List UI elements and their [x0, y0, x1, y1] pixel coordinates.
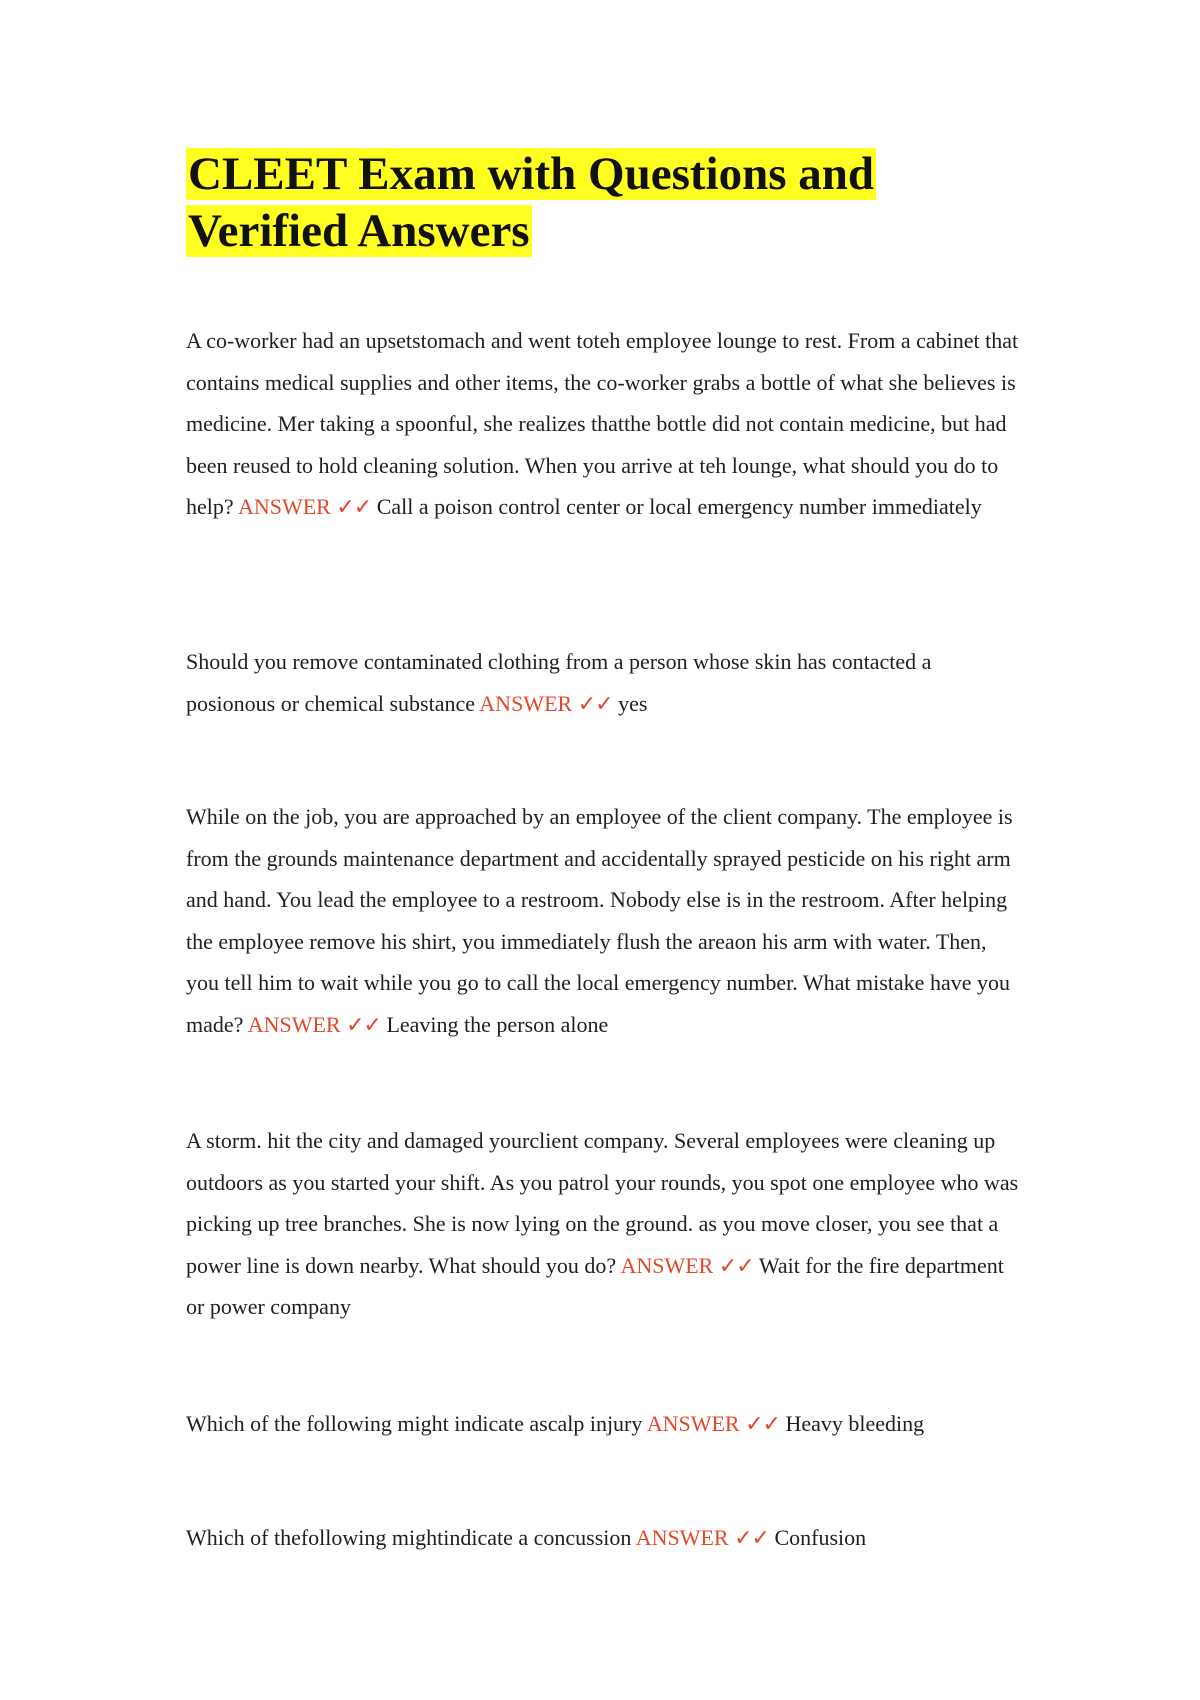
- double-check-icon: ✓✓: [734, 1525, 769, 1550]
- document-title: [186, 146, 1086, 260]
- question-text: Should you remove contaminated clothing from a person whose skin has contacted a posionous or chemical substance: [186, 649, 932, 716]
- answer-label: ANSWER: [646, 1411, 740, 1436]
- question-text: A co-worker had an upsetstomach and went toteh employee lounge to rest. From a cabinet that contains medical supplies and other items, the co-worker grabs a bottle of what she believes is medicine. Mer taking a spoonful, she realizes thatthe bottle did not contain medicine, but had been reused to hold cleaning solution. When you arrive at teh lounge, what should you do to help?: [186, 328, 1019, 520]
- qa-item: [186, 1403, 1021, 1445]
- answer-label: ANSWER: [237, 494, 331, 520]
- answer-label: ANSWER: [620, 1252, 714, 1278]
- qa-item: [186, 1120, 1021, 1328]
- double-check-icon: ✓✓: [577, 690, 613, 716]
- qa-item: [186, 1517, 1021, 1559]
- answer-label: ANSWER: [635, 1525, 729, 1550]
- question-text: A storm. hit the city and damaged yourclient company. Several employees were cleaning up outdoors as you started your shift. As you patrol your rounds, you spot one employee who was picking up tree branches. She is now lying on the ground. as you move closer, you see that a power line is down nearby. What should you do?: [186, 1128, 1019, 1278]
- answer-text: Heavy bleeding: [785, 1411, 925, 1436]
- double-check-icon: ✓✓: [346, 1011, 381, 1037]
- answer-text: Call a poison control center or local emergency number immediately: [376, 494, 982, 520]
- question-text: Which of the following might indicate ascalp injury: [186, 1411, 643, 1436]
- qa-item: [186, 641, 1021, 724]
- double-check-icon: ✓✓: [718, 1252, 754, 1278]
- double-check-icon: ✓✓: [336, 494, 372, 520]
- qa-item: [186, 320, 1021, 528]
- answer-text: Leaving the person alone: [386, 1011, 609, 1037]
- title-line-1: CLEET Exam with Questions and: [188, 148, 875, 200]
- question-text: Which of thefollowing mightindicate a concussion: [186, 1525, 632, 1550]
- answer-text: Wait for the fire department or power company: [186, 1252, 1004, 1320]
- qa-item: [186, 796, 1021, 1046]
- double-check-icon: ✓✓: [745, 1411, 780, 1436]
- answer-text: Confusion: [774, 1525, 867, 1550]
- title-line-2: Verified Answers: [188, 205, 530, 257]
- answer-label: ANSWER: [479, 690, 573, 716]
- answer-label: ANSWER: [247, 1011, 341, 1037]
- question-text: While on the job, you are approached by an employee of the client company. The employee is from the grounds maintenance department and accidentally sprayed pesticide on his right arm and hand. You lead the employee to a restroom. Nobody else is in the restroom. After helping the employee remove his shirt, you immediately flush the areaon his arm with water. Then, you tell him to wait while you go to call the local emergency number. What mistake have you made?: [186, 804, 1013, 1037]
- answer-text: yes: [618, 690, 648, 716]
